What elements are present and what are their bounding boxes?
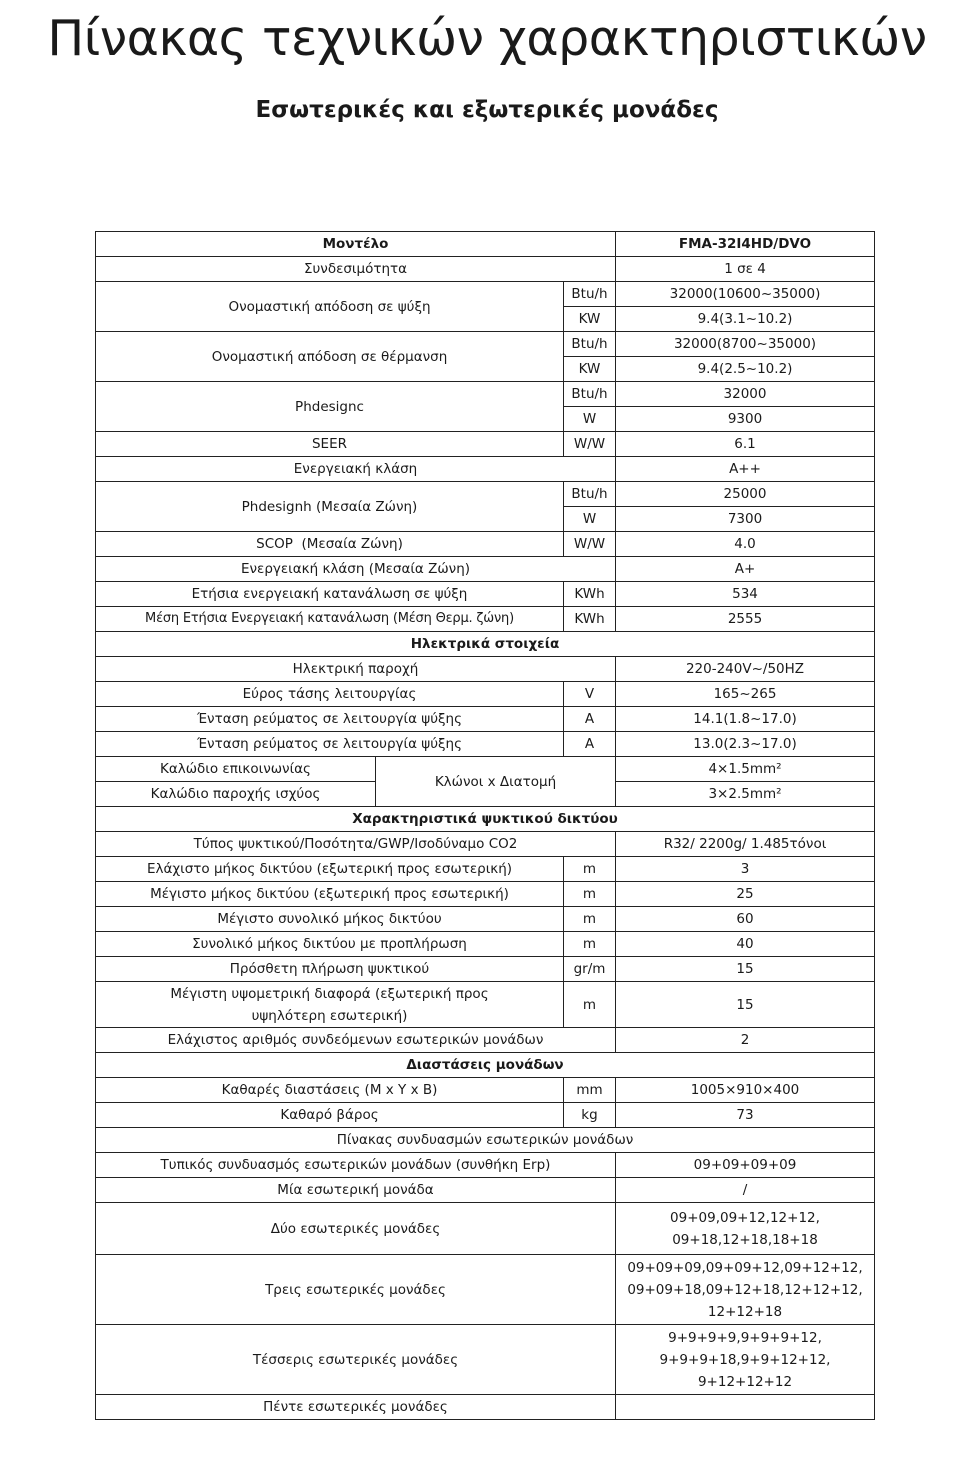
combo-line: 9+12+12+12 [697, 1373, 793, 1390]
table-row [96, 882, 875, 907]
row-label: Καλώδιο παροχής ισχύος [96, 782, 376, 807]
row-unit: W/W [564, 532, 616, 557]
row-value: 14.1(1.8~17.0) [616, 707, 875, 732]
table-row [96, 1103, 875, 1128]
row-label: Τέσσερις εσωτερικές μονάδες [96, 1325, 616, 1395]
row-label: Ονομαστική απόδοση σε ψύξη [96, 282, 564, 332]
row-label: Phdesignh (Μεσαία Ζώνη) [96, 482, 564, 532]
row-value: 2555 [616, 607, 875, 632]
section-header: Πίνακας συνδυασμών εσωτερικών μονάδων [96, 1128, 875, 1153]
row-value [616, 1395, 875, 1420]
combo-line: 09+18,12+18,18+18 [672, 1231, 818, 1248]
row-label: Μέση Ετήσια Ενεργειακή κατανάλωση (Μέση Θερμ. ζώνη) [96, 607, 564, 632]
row-label: Μέγιστο συνολικό μήκος δικτύου [96, 907, 564, 932]
row-label: Μέγιστο μήκος δικτύου (εξωτερική προς εσωτερική) [96, 882, 564, 907]
row-label: Συνδεσιμότητα [96, 257, 616, 282]
row-unit: Btu/h [564, 282, 616, 307]
row-value: 15 [616, 982, 875, 1028]
row-value: 4.0 [616, 532, 875, 557]
row-label: Τρεις εσωτερικές μονάδες [96, 1255, 616, 1325]
row-value: 534 [616, 582, 875, 607]
table-row [96, 982, 875, 1028]
combo-line: 09+09,09+12,12+12, [670, 1209, 820, 1226]
row-value: 60 [616, 907, 875, 932]
row-unit: m [564, 932, 616, 957]
row-value [616, 1325, 875, 1395]
table-row [96, 832, 875, 857]
table-row [96, 1203, 875, 1255]
row-value: A++ [616, 457, 875, 482]
row-label: Καθαρό βάρος [96, 1103, 564, 1128]
row-value: 32000(8700~35000) [616, 332, 875, 357]
section-header: Ηλεκτρικά στοιχεία [96, 632, 875, 657]
row-label: Μέγιστη υψομετρική διαφορά (εξωτερική προς υψηλότερη εσωτερική) [96, 982, 564, 1028]
row-unit: A [564, 707, 616, 732]
row-unit: W/W [564, 432, 616, 457]
row-label: Ονομαστική απόδοση σε θέρμανση [96, 332, 564, 382]
row-value: 13.0(2.3~17.0) [616, 732, 875, 757]
row-label: Phdesignc [96, 382, 564, 432]
table-row [96, 857, 875, 882]
table-row [96, 607, 875, 632]
row-label: Ελάχιστο μήκος δικτύου (εξωτερική προς εσωτερική) [96, 857, 564, 882]
table-row [96, 1028, 875, 1053]
row-value: 2 [616, 1028, 875, 1053]
row-value: 165~265 [616, 682, 875, 707]
row-value: 32000(10600~35000) [616, 282, 875, 307]
row-label: Ελάχιστος αριθμός συνδεόμενων εσωτερικών μονάδων [96, 1028, 616, 1053]
row-value: R32/ 2200g/ 1.485τόνοι [616, 832, 875, 857]
row-value [616, 1203, 875, 1255]
row-label: Ένταση ρεύματος σε λειτουργία ψύξης [96, 732, 564, 757]
combo-line: 09+09+18,09+12+18,12+12+12, [627, 1281, 863, 1298]
row-label: Ενεργειακή κλάση [96, 457, 616, 482]
row-unit: KW [564, 307, 616, 332]
row-value: / [616, 1178, 875, 1203]
row-label: Τύπος ψυκτικού/Ποσότητα/GWP/Ισοδύναμο CO2 [96, 832, 616, 857]
row-value: 25000 [616, 482, 875, 507]
table-row [96, 1255, 875, 1325]
table-row [96, 257, 875, 282]
row-value: 1005×910×400 [616, 1078, 875, 1103]
row-value: 9.4(3.1~10.2) [616, 307, 875, 332]
row-value: 25 [616, 882, 875, 907]
row-label: Ενεργειακή κλάση (Μεσαία Ζώνη) [96, 557, 616, 582]
row-label: Δύο εσωτερικές μονάδες [96, 1203, 616, 1255]
row-value: 3 [616, 857, 875, 882]
table-row [96, 582, 875, 607]
page-title: Πίνακας τεχνικών χαρακτηριστικών [47, 10, 927, 67]
row-value: 220-240V~/50HZ [616, 657, 875, 682]
row-unit: KW [564, 357, 616, 382]
table-row [96, 1178, 875, 1203]
row-label: Ένταση ρεύματος σε λειτουργία ψύξης [96, 707, 564, 732]
row-unit: KWh [564, 582, 616, 607]
row-value: 09+09+09+09 [616, 1153, 875, 1178]
row-label: Ετήσια ενεργειακή κατανάλωση σε ψύξη [96, 582, 564, 607]
table-row [96, 382, 875, 407]
combo-line: 12+12+18 [707, 1303, 783, 1320]
table-row [96, 1078, 875, 1103]
table-row [96, 907, 875, 932]
row-unit: Btu/h [564, 482, 616, 507]
table-row [96, 1325, 875, 1395]
row-value: 32000 [616, 382, 875, 407]
row-label: Μία εσωτερική μονάδα [96, 1178, 616, 1203]
section-header: Χαρακτηριστικά ψυκτικού δικτύου [96, 807, 875, 832]
row-unit: m [564, 982, 616, 1028]
row-unit: W [564, 407, 616, 432]
table-row [96, 332, 875, 357]
row-label: Τυπικός συνδυασμός εσωτερικών μονάδων (συνθήκη Erp) [96, 1153, 616, 1178]
row-unit: A [564, 732, 616, 757]
row-label: Ηλεκτρική παροχή [96, 657, 616, 682]
table-row [96, 457, 875, 482]
row-unit: mm [564, 1078, 616, 1103]
row-label: Καθαρές διαστάσεις (Μ x Υ x Β) [96, 1078, 564, 1103]
table-row [96, 532, 875, 557]
row-unit: m [564, 882, 616, 907]
row-value: 3×2.5mm² [616, 782, 875, 807]
table-row [96, 732, 875, 757]
row-value: 40 [616, 932, 875, 957]
row-label: Πέντε εσωτερικές μονάδες [96, 1395, 616, 1420]
row-value: 1 σε 4 [616, 257, 875, 282]
row-unit: V [564, 682, 616, 707]
row-value [616, 1255, 875, 1325]
table-row [96, 932, 875, 957]
row-label: SCOP (Μεσαία Ζώνη) [96, 532, 564, 557]
table-row [96, 1153, 875, 1178]
row-label: Καλώδιο επικοινωνίας [96, 757, 376, 782]
row-value: 6.1 [616, 432, 875, 457]
combo-line: 09+09+09,09+09+12,09+12+12, [627, 1259, 863, 1276]
section-header-row [96, 1128, 875, 1153]
table-row [96, 557, 875, 582]
section-header-row [96, 632, 875, 657]
table-row [96, 957, 875, 982]
row-unit: W [564, 507, 616, 532]
table-row [96, 282, 875, 307]
table-row [96, 1395, 875, 1420]
combo-line: 9+9+9+18,9+9+12+12, [659, 1351, 831, 1368]
row-label: Πρόσθετη πλήρωση ψυκτικού [96, 957, 564, 982]
row-value: 7300 [616, 507, 875, 532]
row-value: 9.4(2.5~10.2) [616, 357, 875, 382]
row-unit: kg [564, 1103, 616, 1128]
section-header-row [96, 1053, 875, 1078]
table-row [96, 682, 875, 707]
page-subtitle: Εσωτερικές και εξωτερικές μονάδες [255, 97, 719, 123]
spec-table [95, 231, 875, 1420]
table-row [96, 482, 875, 507]
row-value: 73 [616, 1103, 875, 1128]
table-row [96, 707, 875, 732]
row-unit: m [564, 857, 616, 882]
row-unit: Κλώνοι x Διατομή [376, 757, 616, 807]
row-value: 15 [616, 957, 875, 982]
table-row [96, 232, 875, 257]
model-value: FMA-32I4HD/DVO [616, 232, 875, 257]
row-unit: m [564, 907, 616, 932]
row-unit: Btu/h [564, 332, 616, 357]
row-value: A+ [616, 557, 875, 582]
table-row [96, 657, 875, 682]
row-unit: KWh [564, 607, 616, 632]
model-label: Μοντέλο [96, 232, 616, 257]
table-row [96, 757, 875, 782]
row-value: 9300 [616, 407, 875, 432]
section-header-row [96, 807, 875, 832]
row-label: Συνολικό μήκος δικτύου με προπλήρωση [96, 932, 564, 957]
row-label: SEER [96, 432, 564, 457]
section-header: Διαστάσεις μονάδων [96, 1053, 875, 1078]
row-unit: gr/m [564, 957, 616, 982]
row-unit: Btu/h [564, 382, 616, 407]
row-label: Εύρος τάσης λειτουργίας [96, 682, 564, 707]
row-value: 4×1.5mm² [616, 757, 875, 782]
table-row [96, 432, 875, 457]
combo-line: 9+9+9+9,9+9+9+12, [668, 1329, 822, 1346]
